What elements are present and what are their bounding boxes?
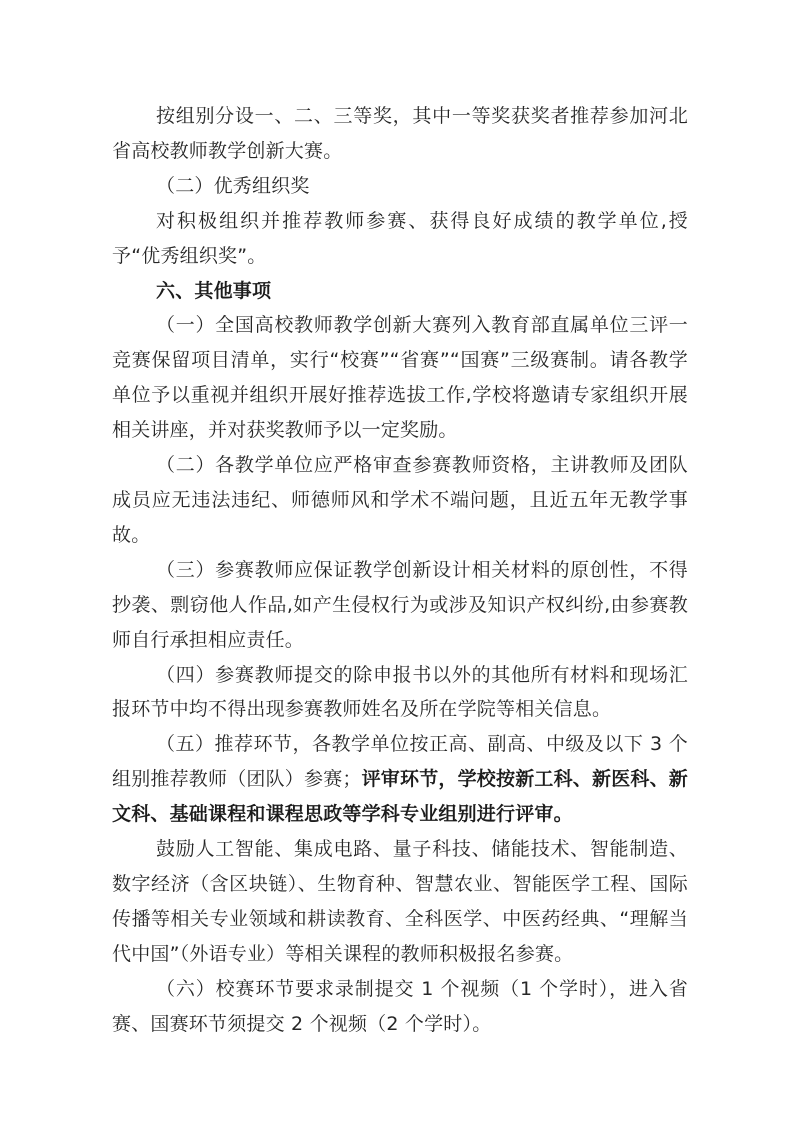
heading-excellent-organization-award: （二）优秀组织奖 — [156, 174, 310, 197]
paragraph-item-5-bold-text: 评审环节，学校按新工科、新医科、新文科、基础课程和课程思政等学科专业组别进行评审。 — [112, 768, 689, 826]
paragraph-item-5-normal-text: （五）推荐环节，各教学单位按正高、副高、中级及以下 3 个组别推荐教师（团队）参赛； — [112, 733, 688, 791]
paragraph-organization-award-criteria: 对积极组织并推荐教师参赛、获得良好成绩的教学单位,授予“优秀组织奖”。 — [112, 209, 688, 267]
paragraph-encouraged-fields: 鼓励人工智能、集成电路、量子科技、储能技术、智能制造、数字经济（含区块链）、生物育种、智慧农业、智能医学工程、国际传播等相关专业领域和耕读教育、全科医学、中医药经典、“理解当代中国”（外语专业）等相关课程的教师积极报名参赛。 — [112, 838, 688, 965]
paragraph-item-5-recommendation-review — [112, 727, 688, 832]
paragraph-item-3-originality: （三）参赛教师应保证教学创新设计相关材料的原创性，不得抄袭、剽窃他人作品,如产生侵权行为或涉及知识产权纠纷,由参赛教师自行承担相应责任。 — [112, 558, 688, 651]
paragraph-award-levels: 按组别分设一、二、三等奖，其中一等奖获奖者推荐参加河北省高校教师教学创新大赛。 — [112, 105, 688, 162]
paragraph-item-2-qualification-review: （二）各教学单位应严格审查参赛教师资格，主讲教师及团队成员应无违法违纪、师德师风和学术不端问题，且近五年无教学事故。 — [112, 454, 688, 546]
heading-other-matters: 六、其他事项 — [156, 279, 272, 302]
paragraph-item-1-competition-system: （一）全国高校教师教学创新大赛列入教育部直属单位三评一竞赛保留项目清单，实行“校赛”“省赛”“国赛”三级赛制。请各教学单位予以重视并组织开展好推荐选拔工作,学校将邀请专家组织开展相关讲座，并对获奖教师予以一定奖励。 — [112, 314, 688, 442]
paragraph-item-6-video-requirements: （六）校赛环节要求录制提交 1 个视频（1 个学时），进入省赛、国赛环节须提交 2 个视频（2 个学时）。 — [112, 977, 688, 1035]
document-content — [112, 99, 688, 1041]
paragraph-item-4-anonymity: （四）参赛教师提交的除申报书以外的其他所有材料和现场汇报环节中均不得出现参赛教师姓名及所在学院等相关信息。 — [112, 663, 688, 721]
